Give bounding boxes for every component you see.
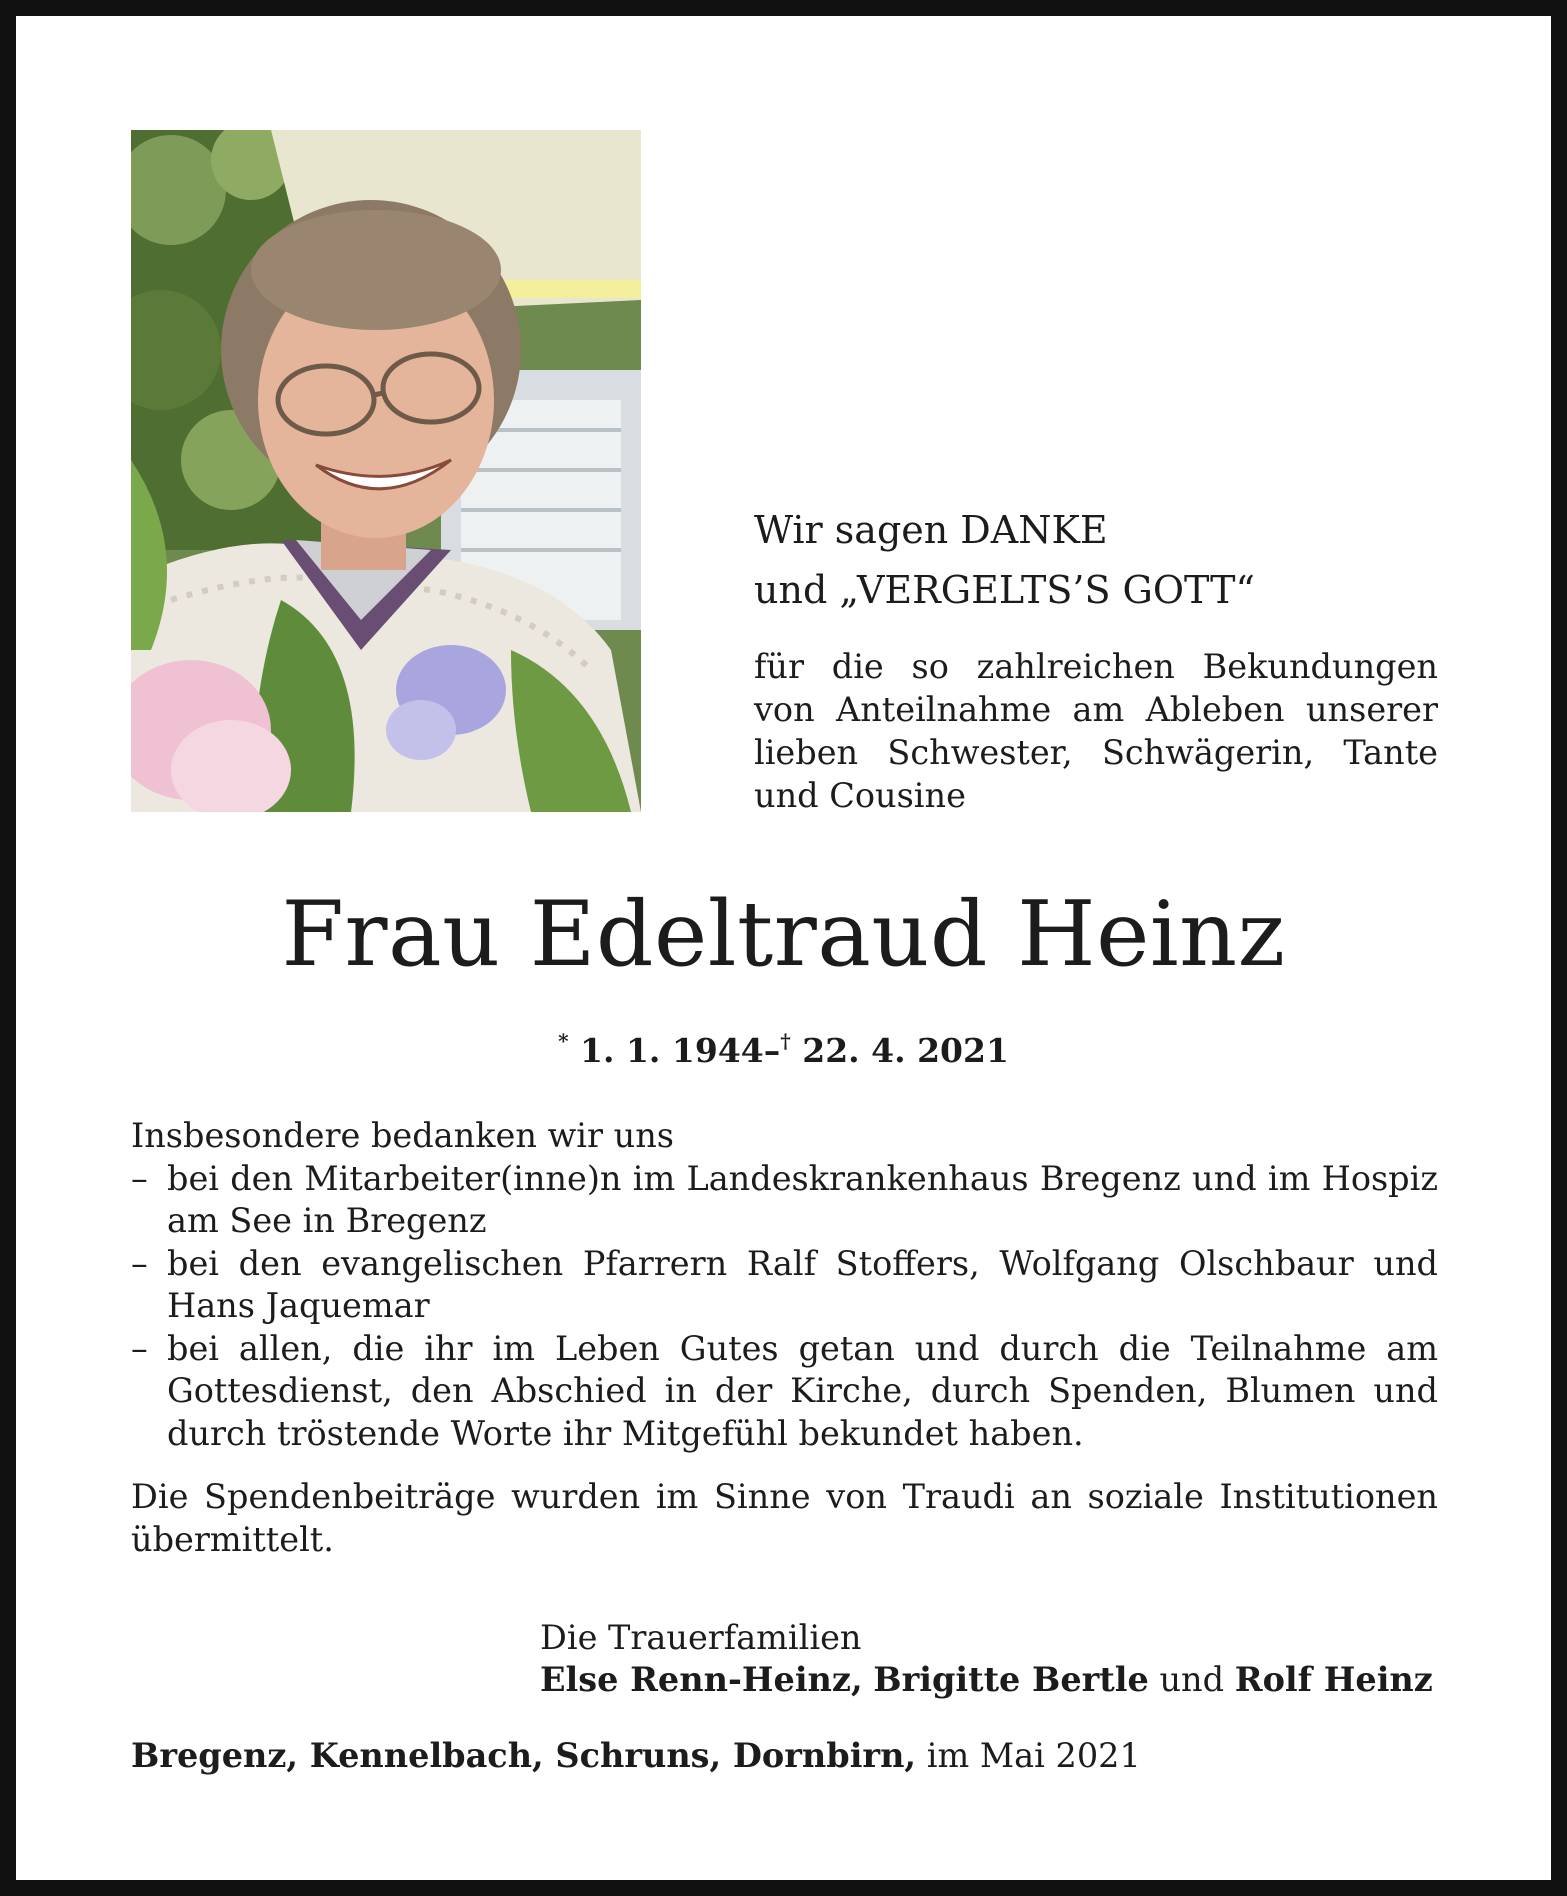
notice-date: im Mai 2021 bbox=[926, 1736, 1141, 1775]
date-separator: – bbox=[763, 1031, 781, 1070]
thanks-list bbox=[131, 1158, 1438, 1456]
family-name-2: Brigitte Bertle bbox=[873, 1660, 1149, 1699]
portrait-photo bbox=[131, 130, 641, 812]
thanks-line-2: und „VERGELTS’S GOTT“ bbox=[754, 568, 1255, 612]
intro-text: für die so zahlreichen Bekundungen von Anteilnahme am Ableben unserer lieben Schwester, Schwägerin, Tante und Cousine bbox=[754, 647, 1438, 815]
list-dash: – bbox=[131, 1158, 148, 1198]
family-name-1: Else Renn-Heinz, bbox=[540, 1660, 863, 1699]
list-dash: – bbox=[131, 1328, 148, 1368]
list-item-text: bei allen, die ihr im Leben Gutes getan und durch die Teilnahme am Gottesdienst, den Abschied in der Kirche, durch Spenden, Blumen und durch tröstende Worte ihr Mitgefühl bekundet haben. bbox=[167, 1328, 1438, 1453]
birth-symbol: * bbox=[558, 1029, 569, 1053]
portrait-illustration bbox=[131, 130, 641, 812]
list-dash: – bbox=[131, 1243, 148, 1283]
list-item-text: bei den Mitarbeiter(inne)n im Landeskrankenhaus Bregenz und im Hospiz am See in Bregenz bbox=[167, 1158, 1438, 1240]
death-symbol: † bbox=[780, 1029, 791, 1053]
death-date: 22. 4. 2021 bbox=[802, 1031, 1009, 1070]
thanks-body bbox=[131, 1115, 1438, 1561]
list-item bbox=[131, 1158, 1438, 1243]
deceased-name: Frau Edeltraud Heinz bbox=[281, 882, 1286, 987]
places: Bregenz, Kennelbach, Schruns, Dornbirn, bbox=[131, 1736, 917, 1775]
thanks-heading bbox=[754, 500, 1434, 620]
list-item bbox=[131, 1328, 1438, 1456]
signature-line: Die Trauerfamilien bbox=[540, 1618, 862, 1657]
birth-date: 1. 1. 1944 bbox=[580, 1031, 764, 1070]
donation-note: Die Spendenbeiträge wurden im Sinne von Traudi an soziale Institutionen übermittelt. bbox=[131, 1477, 1438, 1559]
family-connector: und bbox=[1159, 1660, 1225, 1699]
list-item-text: bei den evangelischen Pfarrern Ralf Stoffers, Wolfgang Olschbaur und Hans Jaquemar bbox=[167, 1243, 1438, 1325]
body-lead: Insbesondere bedanken wir uns bbox=[131, 1116, 674, 1155]
list-item bbox=[131, 1243, 1438, 1328]
family-name-3: Rolf Heinz bbox=[1234, 1660, 1433, 1699]
thanks-line-1: Wir sagen DANKE bbox=[754, 508, 1108, 552]
signature-block bbox=[540, 1617, 1440, 1701]
place-date-line bbox=[131, 1735, 1431, 1777]
family-names bbox=[540, 1659, 1440, 1701]
life-dates bbox=[0, 1018, 1567, 1074]
